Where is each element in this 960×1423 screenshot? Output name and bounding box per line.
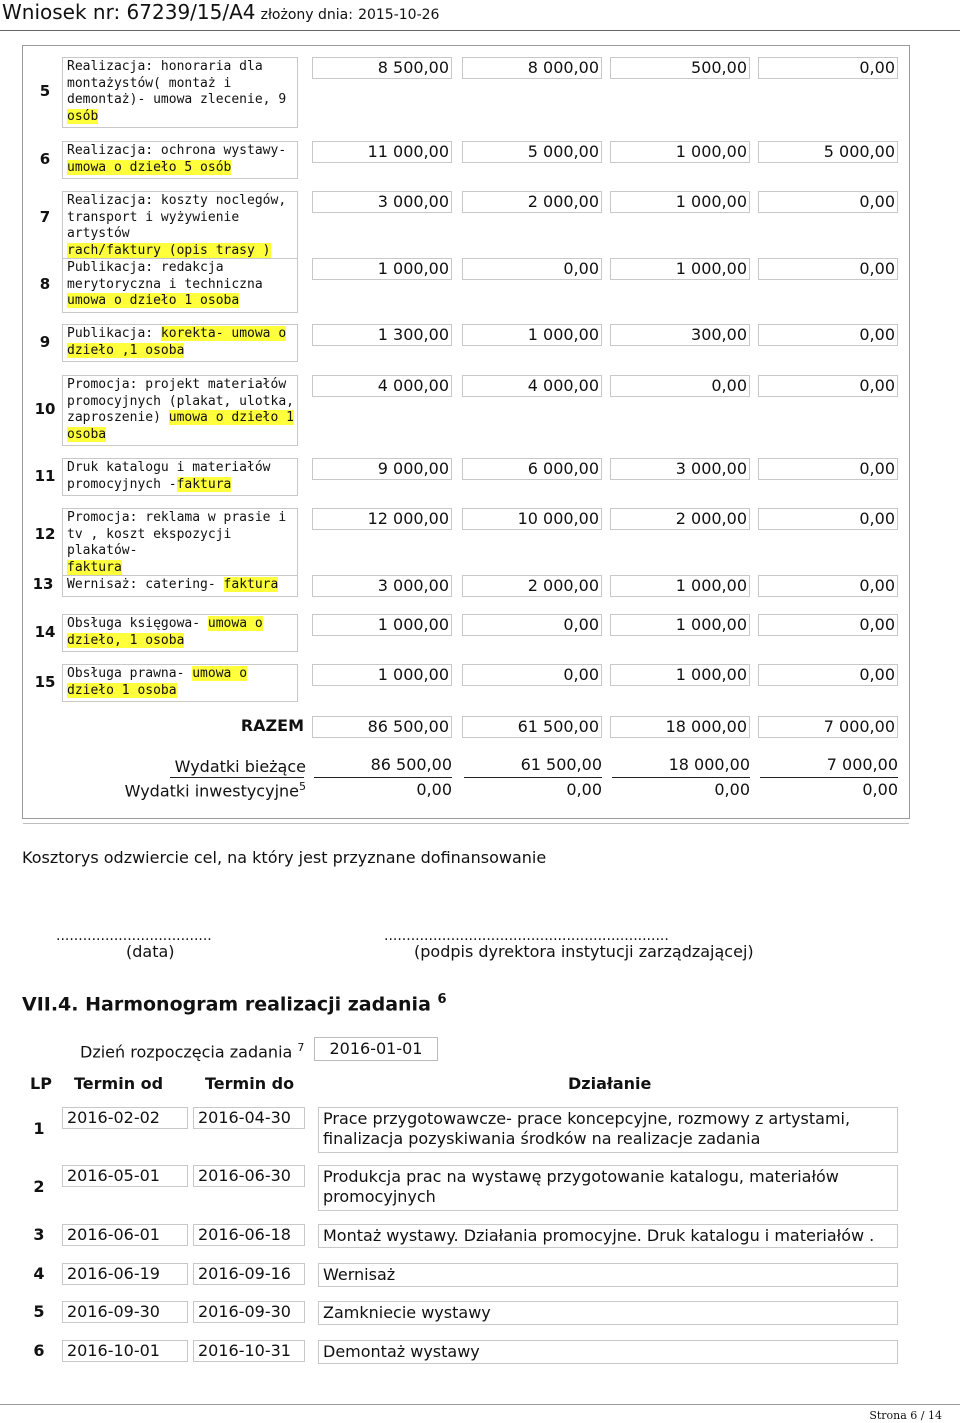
budget-value-field[interactable]: 0,00: [462, 614, 602, 636]
value-underline: [760, 777, 898, 778]
column-termin-do: Termin do: [205, 1074, 295, 1093]
termin-od-field[interactable]: 2016-06-01: [62, 1224, 188, 1246]
investment-expenses-value: 0,00: [566, 780, 602, 799]
dzialanie-field[interactable]: Demontaż wystawy: [318, 1340, 898, 1364]
highlighted-text: umowa o: [207, 616, 263, 631]
dzialanie-field[interactable]: Zamkniecie wystawy: [318, 1301, 898, 1325]
description-line: [67, 260, 294, 277]
highlighted-text: korekta- umowa o: [160, 326, 287, 341]
budget-value-field[interactable]: 0,00: [758, 258, 898, 280]
termin-do-field[interactable]: 2016-09-30: [193, 1301, 305, 1323]
termin-do-field[interactable]: 2016-10-31: [193, 1340, 305, 1362]
budget-value-field[interactable]: 1 000,00: [610, 575, 750, 597]
description-text: Promocja: projekt materiałów: [67, 377, 287, 392]
header-divider: [0, 30, 960, 31]
description-line: [67, 683, 294, 700]
highlighted-text: dzieło ,1 osoba: [67, 342, 185, 358]
submitted-label: złożony dnia:: [260, 7, 353, 23]
description-text: zaproszenie): [67, 410, 169, 425]
application-number: Wniosek nr: 67239/15/A4: [2, 0, 256, 24]
termin-do-field[interactable]: 2016-06-18: [193, 1224, 305, 1246]
investment-expenses-value: 0,00: [862, 780, 898, 799]
highlighted-text: dzieło 1 osoba: [67, 682, 177, 698]
razem-value[interactable]: 61 500,00: [462, 716, 602, 738]
description-text: demontaż)- umowa zlecenie, 9: [67, 92, 287, 107]
description-line: [67, 59, 294, 76]
budget-value-field[interactable]: 0,00: [462, 664, 602, 686]
budget-value-field[interactable]: 500,00: [610, 57, 750, 79]
budget-value-field[interactable]: 1 000,00: [462, 324, 602, 346]
description-line: [67, 577, 294, 594]
budget-value-field[interactable]: 12 000,00: [312, 508, 452, 530]
budget-row-description[interactable]: [62, 258, 298, 313]
description-line: [67, 243, 294, 260]
investment-expenses-value: 0,00: [416, 780, 452, 799]
value-underline: [464, 777, 602, 778]
budget-row-number: 11: [34, 466, 56, 485]
budget-row-description[interactable]: [62, 57, 298, 128]
budget-value-field[interactable]: 0,00: [758, 508, 898, 530]
description-line: [67, 160, 294, 177]
termin-od-field[interactable]: 2016-10-01: [62, 1340, 188, 1362]
budget-value-field[interactable]: 1 000,00: [610, 614, 750, 636]
submitted-date: 2015-10-26: [358, 7, 440, 23]
termin-od-field[interactable]: 2016-06-19: [62, 1263, 188, 1285]
budget-value-field[interactable]: 1 000,00: [610, 141, 750, 163]
description-line: [67, 560, 294, 577]
termin-do-field[interactable]: 2016-06-30: [193, 1165, 305, 1187]
description-text: Wernisaż: catering-: [67, 577, 224, 592]
budget-value-field[interactable]: 300,00: [610, 324, 750, 346]
description-text: transport i wyżywienie artystów: [67, 209, 240, 241]
budget-row-number: 15: [34, 672, 56, 691]
budget-value-field[interactable]: 4 000,00: [462, 375, 602, 397]
description-line: [67, 76, 294, 93]
termin-od-field[interactable]: 2016-02-02: [62, 1107, 188, 1129]
description-text: montażystów( montaż i: [67, 75, 232, 91]
schedule-heading: VII.4. Harmonogram realizacji zadania $^6$: [22, 992, 447, 1016]
highlighted-text: umowa o dzieło 5 osób: [67, 159, 232, 175]
budget-value-field[interactable]: 5 000,00: [758, 141, 898, 163]
footer-divider: [0, 1404, 960, 1405]
budget-value-field[interactable]: 0,00: [758, 57, 898, 79]
description-line: [67, 394, 294, 411]
investment-expenses-value: 0,00: [714, 780, 750, 799]
budget-value-field[interactable]: 3 000,00: [312, 575, 452, 597]
budget-row-number: 7: [39, 207, 51, 226]
razem-value[interactable]: 86 500,00: [312, 716, 452, 738]
budget-value-field[interactable]: 6 000,00: [462, 458, 602, 480]
highlighted-text: faktura: [223, 577, 279, 592]
budget-value-field[interactable]: 0,00: [610, 375, 750, 397]
description-line: [67, 616, 294, 633]
budget-row-description[interactable]: [62, 575, 298, 597]
budget-value-field[interactable]: 1 300,00: [312, 324, 452, 346]
description-line: [67, 143, 294, 160]
current-expenses-value: 86 500,00: [370, 755, 452, 774]
budget-row-description[interactable]: [62, 191, 298, 262]
description-text: promocyjnych -: [67, 476, 177, 492]
column-lp: LP: [30, 1074, 52, 1093]
description-text: merytoryczna i techniczna: [67, 276, 263, 292]
budget-value-field[interactable]: 1 000,00: [610, 258, 750, 280]
description-line: [67, 277, 294, 294]
highlighted-text: osób: [67, 108, 99, 124]
budget-row-number: 12: [34, 524, 56, 543]
budget-value-field[interactable]: 1 000,00: [312, 258, 452, 280]
budget-row-number: 8: [39, 274, 51, 293]
budget-value-field[interactable]: 8 000,00: [462, 57, 602, 79]
dzialanie-field[interactable]: Produkcja prac na wystawę przygotowanie katalogu, materiałów promocyjnych: [318, 1165, 898, 1211]
budget-value-field[interactable]: 5 000,00: [462, 141, 602, 163]
description-text: tv , koszt ekspozycji plakatów-: [67, 526, 232, 558]
budget-value-field[interactable]: 0,00: [758, 664, 898, 686]
budget-value-field[interactable]: 0,00: [758, 575, 898, 597]
highlighted-text: umowa o dzieło 1: [168, 410, 294, 425]
signature-label: (podpis dyrektora instytucji zarządzającej): [414, 942, 754, 961]
description-text: Realizacja: ochrona wystawy-: [67, 143, 287, 158]
start-date-field[interactable]: 2016-01-01: [314, 1037, 438, 1061]
description-text: Druk katalogu i materiałów: [67, 460, 271, 475]
description-text: Promocja: reklama w prasie i: [67, 510, 287, 525]
date-dots: ...................................: [56, 928, 212, 944]
budget-row-description[interactable]: [62, 458, 298, 496]
schedule-row-number: 6: [33, 1341, 45, 1360]
description-line: [67, 92, 294, 109]
column-dzialanie: Działanie: [568, 1074, 652, 1093]
description-line: [67, 666, 294, 683]
budget-value-field[interactable]: 8 500,00: [312, 57, 452, 79]
schedule-row-number: 5: [33, 1302, 45, 1321]
cost-estimate-note: Kosztorys odzwiercie cel, na który jest przyznane dofinansowanie: [22, 848, 547, 867]
budget-row-number: 13: [32, 575, 54, 594]
schedule-row-number: 4: [33, 1264, 45, 1283]
budget-row-description[interactable]: [62, 375, 298, 446]
description-line: [67, 460, 294, 477]
description-text: Realizacja: honoraria dla: [67, 59, 263, 74]
page-number: Strona 6 / 14: [869, 1409, 942, 1422]
budget-value-field[interactable]: 0,00: [758, 324, 898, 346]
budget-value-field[interactable]: 11 000,00: [312, 141, 452, 163]
schedule-row-number: 3: [33, 1225, 45, 1244]
highlighted-text: osoba: [67, 426, 107, 442]
razem-value[interactable]: 7 000,00: [758, 716, 898, 738]
start-date-label: Dzień rozpoczęcia zadania $^7$: [80, 1041, 305, 1062]
current-expenses-value: 7 000,00: [826, 755, 898, 774]
budget-value-field[interactable]: 4 000,00: [312, 375, 452, 397]
description-line: [67, 326, 294, 343]
budget-value-field[interactable]: 0,00: [758, 614, 898, 636]
description-text: Realizacja: koszty noclegów,: [67, 193, 287, 208]
budget-row-description[interactable]: [62, 508, 298, 579]
highlighted-text: umowa o dzieło 1 osoba: [67, 293, 240, 308]
budget-value-field[interactable]: 0,00: [462, 258, 602, 280]
description-text: Publikacja: redakcja: [67, 260, 224, 275]
current-expenses-value: 61 500,00: [520, 755, 602, 774]
budget-value-field[interactable]: 1 000,00: [312, 614, 452, 636]
budget-value-field[interactable]: 2 000,00: [462, 575, 602, 597]
budget-value-field[interactable]: 3 000,00: [610, 458, 750, 480]
description-line: [67, 193, 294, 210]
budget-value-field[interactable]: 0,00: [758, 458, 898, 480]
dzialanie-field[interactable]: Wernisaż: [318, 1263, 898, 1287]
budget-row-description[interactable]: [62, 614, 298, 652]
budget-value-field[interactable]: 2 000,00: [462, 191, 602, 213]
budget-value-field[interactable]: 2 000,00: [610, 508, 750, 530]
description-line: [67, 210, 294, 243]
highlighted-text: dzieło, 1 osoba: [67, 632, 185, 648]
description-text: Obsługa księgowa-: [67, 616, 208, 631]
budget-row-description[interactable]: [62, 324, 298, 362]
description-text: promocyjnych (plakat, ulotka,: [67, 393, 294, 409]
description-text: Publikacja:: [67, 326, 161, 341]
schedule-row-number: 2: [33, 1177, 45, 1196]
highlighted-text: faktura: [176, 476, 232, 492]
current-expenses-underline: [170, 777, 304, 778]
description-line: [67, 477, 294, 494]
dzialanie-field[interactable]: Prace przygotowawcze- prace koncepcyjne, rozmowy z artystami, finalizacja pozyskiwania środków na realizacje zadania: [318, 1107, 898, 1153]
value-underline: [314, 777, 452, 778]
budget-value-field[interactable]: 10 000,00: [462, 508, 602, 530]
budget-row-number: 5: [39, 82, 51, 100]
description-line: [67, 633, 294, 650]
razem-value[interactable]: 18 000,00: [610, 716, 750, 738]
description-line: [67, 427, 294, 444]
highlighted-text: rach/faktury (opis trasy ): [67, 242, 271, 258]
description-line: [67, 293, 294, 310]
budget-row-number: 10: [34, 400, 56, 418]
dzialanie-field[interactable]: Montaż wystawy. Działania promocyjne. Druk katalogu i materiałów .: [318, 1224, 898, 1248]
description-line: [67, 510, 294, 527]
budget-value-field[interactable]: 0,00: [758, 191, 898, 213]
description-line: [67, 377, 294, 394]
highlighted-text: umowa o: [192, 666, 248, 681]
current-expenses-value: 18 000,00: [668, 755, 750, 774]
budget-value-field[interactable]: 9 000,00: [312, 458, 452, 480]
budget-value-field[interactable]: 1 000,00: [610, 191, 750, 213]
signature-dots: ................................................................: [384, 928, 669, 944]
budget-value-field[interactable]: 1 000,00: [610, 664, 750, 686]
value-underline: [612, 777, 750, 778]
budget-row-description[interactable]: [62, 141, 298, 179]
budget-value-field[interactable]: 0,00: [758, 375, 898, 397]
schedule-row-number: 1: [33, 1119, 45, 1138]
budget-value-field[interactable]: 1 000,00: [312, 664, 452, 686]
investment-expenses-label: Wydatki inwestycyjne$^5$: [124, 780, 306, 801]
column-termin-od: Termin od: [74, 1074, 164, 1093]
termin-od-field[interactable]: 2016-09-30: [62, 1301, 188, 1323]
budget-row-number: 6: [39, 149, 51, 168]
description-text: Obsługa prawna-: [67, 666, 193, 681]
document-header: [2, 0, 439, 24]
budget-value-field[interactable]: 3 000,00: [312, 191, 452, 213]
description-line: [67, 410, 294, 427]
termin-od-field[interactable]: 2016-05-01: [62, 1165, 188, 1187]
budget-row-number: 9: [39, 332, 51, 351]
termin-do-field[interactable]: 2016-09-16: [193, 1263, 305, 1285]
current-expenses-label: Wydatki bieżące: [174, 757, 306, 776]
description-line: [67, 527, 294, 560]
budget-row-description[interactable]: [62, 664, 298, 702]
description-line: [67, 343, 294, 360]
date-label: (data): [126, 942, 175, 961]
description-line: [67, 109, 294, 126]
razem-label: RAZEM: [240, 716, 304, 735]
highlighted-text: faktura: [67, 559, 122, 575]
budget-row-number: 14: [34, 622, 56, 641]
termin-do-field[interactable]: 2016-04-30: [193, 1107, 305, 1129]
